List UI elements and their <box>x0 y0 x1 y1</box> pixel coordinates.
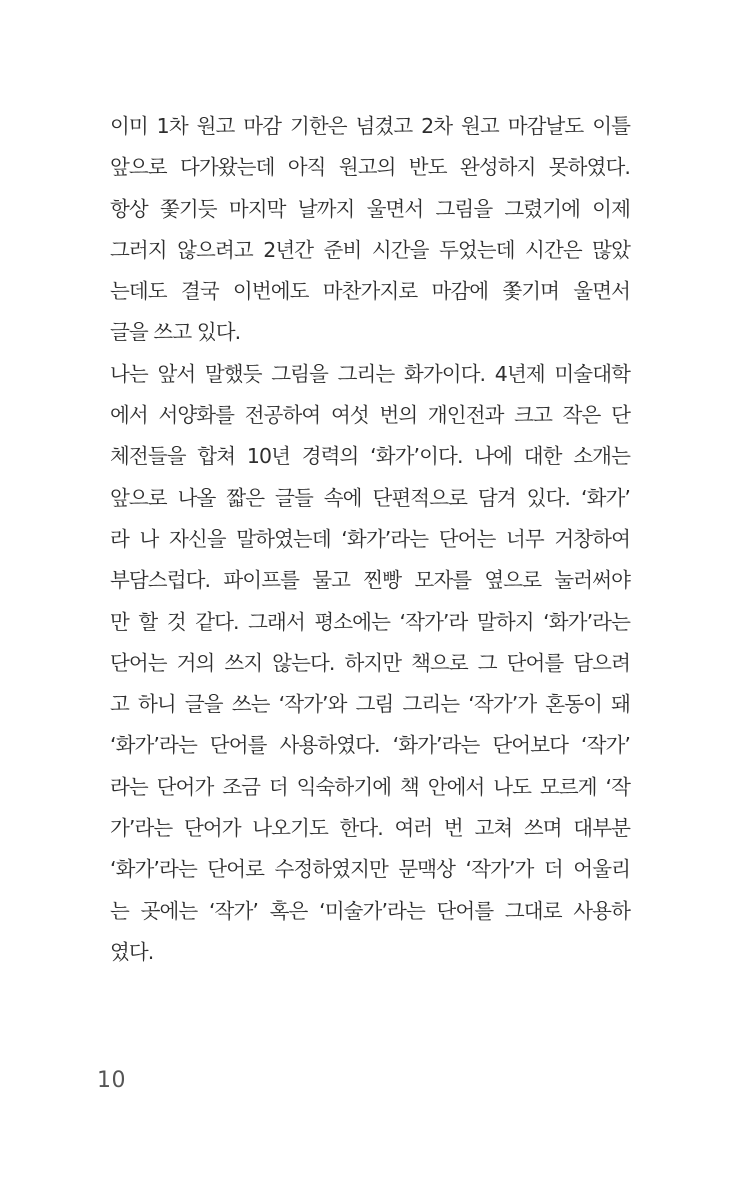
body-text <box>110 106 630 973</box>
text-line: ‘화가’라는 단어로 수정하였지만 문맥상 ‘작가’가 더 어울리 <box>110 857 630 882</box>
text-line: ‘화가’라는 단어를 사용하였다. ‘화가’라는 단어보다 ‘작가’ <box>110 733 630 758</box>
text-line: 만 할 것 같다. 그래서 평소에는 ‘작가’라 말하지 ‘화가’라는 <box>110 609 630 634</box>
text-line: 부담스럽다. 파이프를 물고 찐빵 모자를 옆으로 눌러써야 <box>110 568 630 593</box>
page-number: 10 <box>97 1068 126 1093</box>
text-line: 에서 서양화를 전공하여 여섯 번의 개인전과 크고 작은 단 <box>110 403 630 428</box>
text-line: 체전들을 합쳐 10년 경력의 ‘화가’이다. 나에 대한 소개는 <box>110 444 630 469</box>
text-line: 앞으로 나올 짧은 글들 속에 단편적으로 담겨 있다. ‘화가’ <box>110 485 630 510</box>
text-line: 나는 앞서 말했듯 그림을 그리는 화가이다. 4년제 미술대학 <box>110 361 630 386</box>
text-line: 항상 쫓기듯 마지막 날까지 울면서 그림을 그렸기에 이제 <box>110 196 630 221</box>
text-line: 단어는 거의 쓰지 않는다. 하지만 책으로 그 단어를 담으려 <box>110 650 630 675</box>
text-line: 는 곳에는 ‘작가’ 혹은 ‘미술가’라는 단어를 그대로 사용하 <box>110 898 630 923</box>
text-line: 이미 1차 원고 마감 기한은 넘겼고 2차 원고 마감날도 이틀 <box>110 114 630 138</box>
text-line: 라는 단어가 조금 더 익숙하기에 책 안에서 나도 모르게 ‘작 <box>110 774 630 799</box>
text-line: 고 하니 글을 쓰는 ‘작가’와 그림 그리는 ‘작가’가 혼동이 돼 <box>110 692 630 717</box>
text-line: 글을 쓰고 있다. <box>110 320 241 345</box>
text-line: 그러지 않으려고 2년간 준비 시간을 두었는데 시간은 많았 <box>110 237 630 262</box>
text-line: 앞으로 다가왔는데 아직 원고의 반도 완성하지 못하였다. <box>110 155 630 180</box>
text-line: 였다. <box>110 939 154 964</box>
text-line: 는데도 결국 이번에도 마찬가지로 마감에 쫓기며 울면서 <box>110 279 630 304</box>
text-line: 라 나 자신을 말하였는데 ‘화가’라는 단어는 너무 거창하여 <box>110 526 630 551</box>
text-line: 가’라는 단어가 나오기도 한다. 여러 번 고쳐 쓰며 대부분 <box>110 816 630 841</box>
